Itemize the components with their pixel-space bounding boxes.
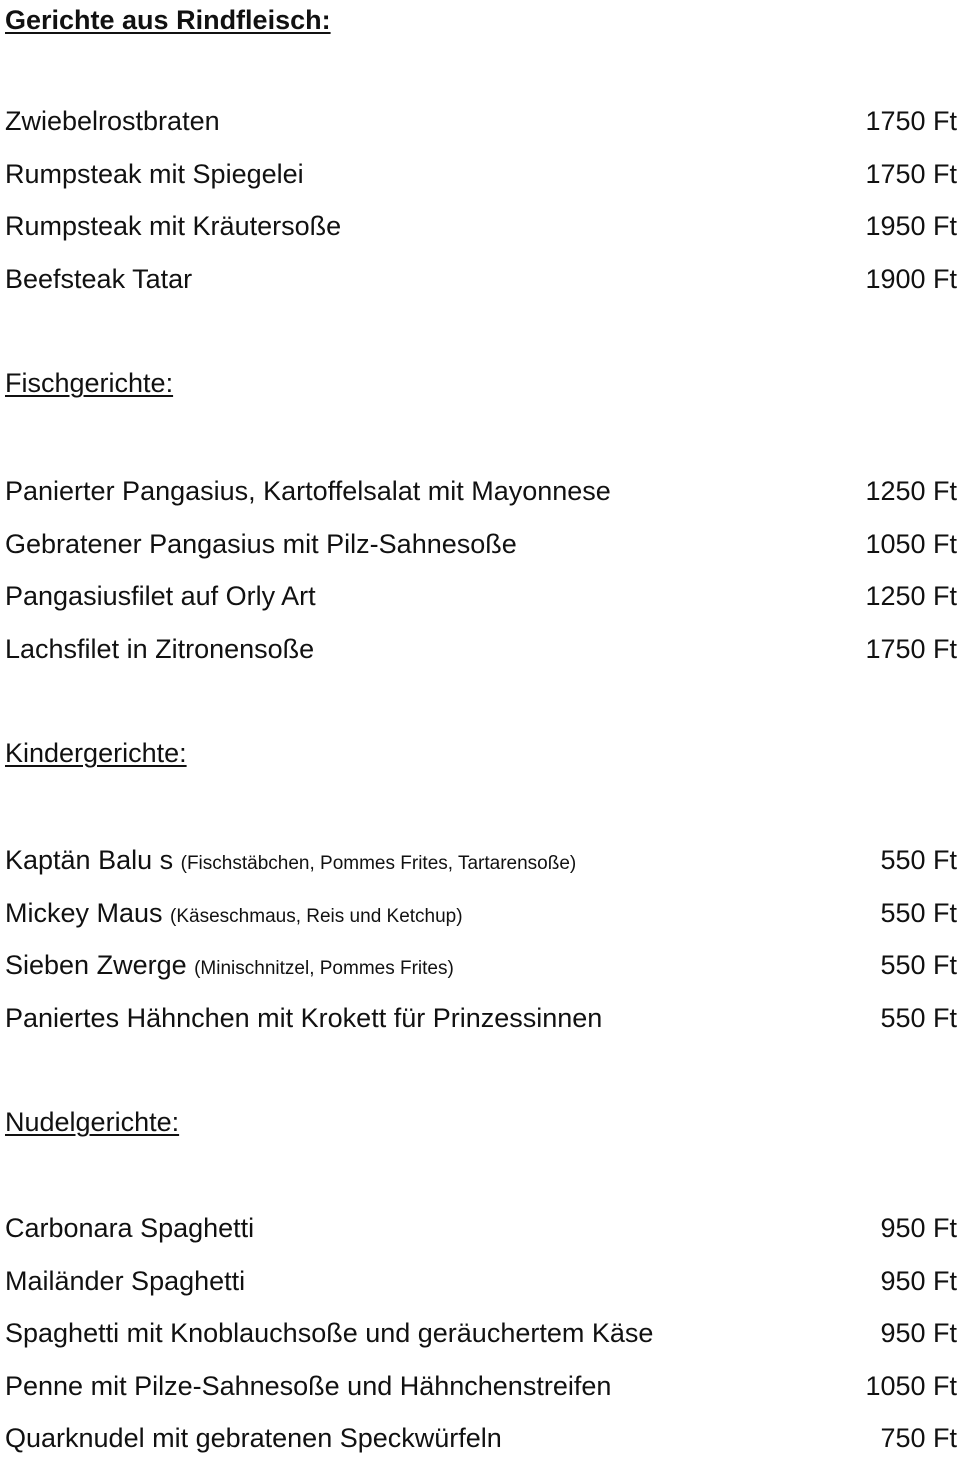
- item-price: 550 Ft: [880, 950, 957, 981]
- item-name: Lachsfilet in Zitronensoße: [5, 633, 315, 664]
- item-name: Paniertes Hähnchen mit Krokett für Prinzessinnen: [5, 1002, 603, 1033]
- section-heading: Nudelgerichte:: [5, 1107, 180, 1137]
- section-heading: Fischgerichte:: [5, 368, 174, 398]
- list-item: [0, 104, 960, 157]
- list-item: [0, 579, 960, 632]
- list-item: [0, 1211, 960, 1264]
- item-price: 1750 Ft: [865, 633, 957, 664]
- item-name: Mailänder Spaghetti: [5, 1265, 246, 1296]
- item-price: 1050 Ft: [865, 1370, 957, 1401]
- item-detail: (Käseschmaus, Reis und Ketchup): [170, 905, 463, 927]
- list-item: [0, 262, 960, 315]
- item-price: 550 Ft: [880, 1002, 957, 1033]
- item-list: [0, 474, 960, 684]
- list-item: [0, 209, 960, 262]
- item-name: Panierter Pangasius, Kartoffelsalat mit Mayonnese: [5, 476, 611, 506]
- item-list: [0, 1211, 960, 1474]
- item-name: Spaghetti mit Knoblauchsoße und geräuchertem Käse: [5, 1318, 654, 1349]
- list-item: [0, 1369, 960, 1422]
- item-name: Kaptän Balu s (Fischstäbchen, Pommes Frites, Tartarensoße): [5, 845, 577, 875]
- item-name: Penne mit Pilze-Sahnesoße und Hähnchenstreifen: [5, 1370, 612, 1401]
- item-detail: (Minischnitzel, Pommes Frites): [194, 958, 454, 980]
- list-item: [0, 896, 960, 949]
- item-price: 1750 Ft: [865, 158, 957, 189]
- item-price: 950 Ft: [880, 1318, 957, 1349]
- item-name: Rumpsteak mit Spiegelei: [5, 158, 304, 189]
- item-list: [0, 104, 960, 314]
- list-item: [0, 527, 960, 580]
- item-price: 750 Ft: [880, 1423, 957, 1454]
- item-name: Beefsteak Tatar: [5, 263, 193, 294]
- list-item: [0, 843, 960, 896]
- item-name: Zwiebelrostbraten: [5, 106, 220, 136]
- item-price: 1050 Ft: [865, 528, 957, 559]
- item-price: 1950 Ft: [865, 211, 957, 242]
- list-item: [0, 1001, 960, 1054]
- item-name: Pangasiusfilet auf Orly Art: [5, 581, 316, 612]
- list-item: [0, 1421, 960, 1474]
- item-price: 1250 Ft: [865, 581, 957, 612]
- list-item: [0, 157, 960, 210]
- item-price: 1250 Ft: [865, 476, 957, 506]
- item-price: 550 Ft: [880, 845, 957, 875]
- item-price: 1900 Ft: [865, 263, 957, 294]
- item-name: Sieben Zwerge (Minischnitzel, Pommes Frites): [5, 950, 454, 981]
- list-item: [0, 1264, 960, 1317]
- item-detail: (Fischstäbchen, Pommes Frites, Tartarensoße): [180, 853, 577, 874]
- item-name: Mickey Maus (Käseschmaus, Reis und Ketchup): [5, 897, 463, 928]
- item-price: 550 Ft: [880, 897, 957, 928]
- list-item: [0, 948, 960, 1001]
- item-price: 950 Ft: [880, 1265, 957, 1296]
- item-name: Rumpsteak mit Kräutersoße: [5, 211, 342, 242]
- item-name: Gebratener Pangasius mit Pilz-Sahnesoße: [5, 528, 517, 559]
- item-price: 1750 Ft: [865, 106, 957, 136]
- section-heading: Kindergerichte:: [5, 738, 187, 768]
- list-item: [0, 1316, 960, 1369]
- list-item: [0, 632, 960, 685]
- item-name: Carbonara Spaghetti: [5, 1213, 255, 1243]
- item-name: Quarknudel mit gebratenen Speckwürfeln: [5, 1423, 502, 1454]
- item-price: 950 Ft: [880, 1213, 957, 1243]
- list-item: [0, 474, 960, 527]
- section-heading: Gerichte aus Rindfleisch:: [5, 5, 331, 35]
- item-list: [0, 843, 960, 1053]
